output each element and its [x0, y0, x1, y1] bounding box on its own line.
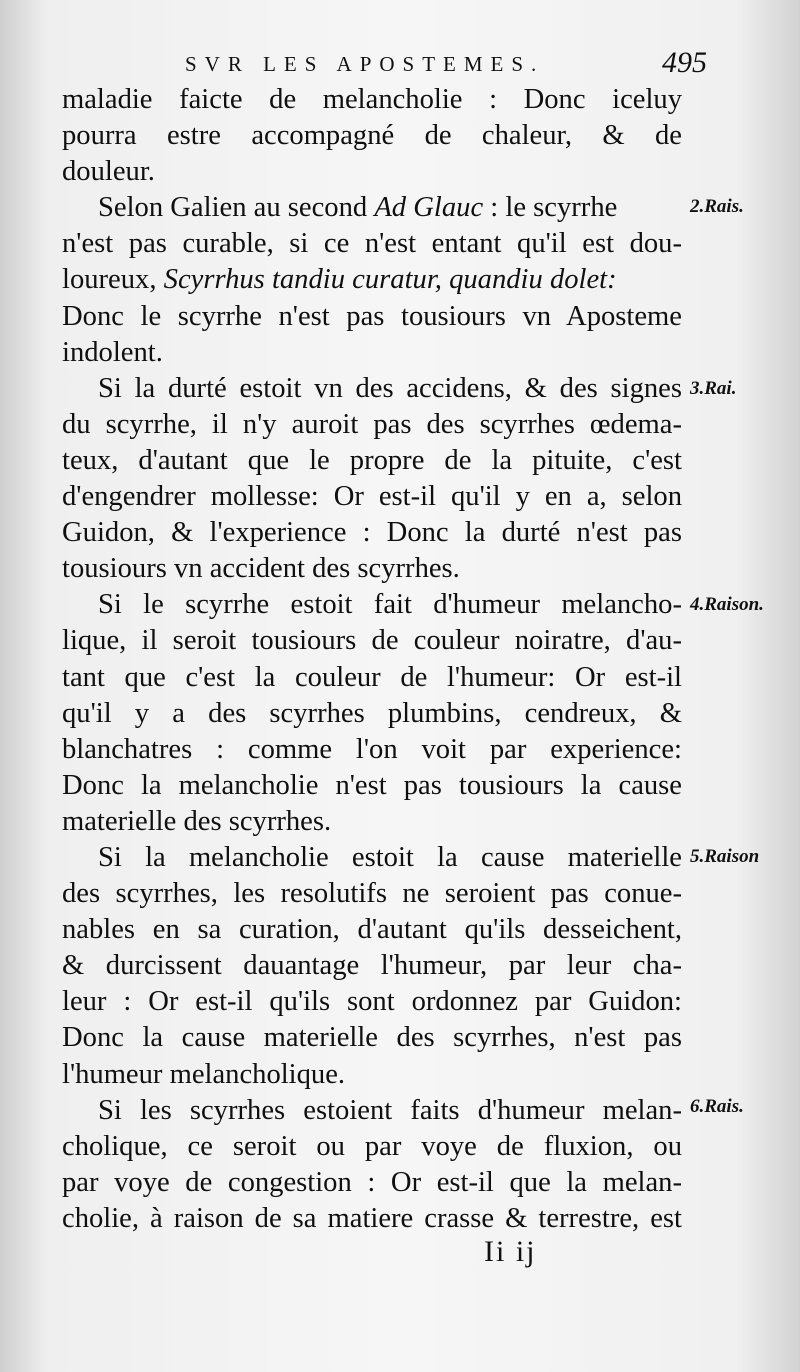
text-line: leur : Or est-il qu'ils sont ordonnez par Guidon: — [62, 986, 682, 1018]
text-line: tousiours vn accident des scyrrhes. — [62, 553, 460, 585]
text-line: indolent. — [62, 336, 163, 368]
text-line: du scyrrhe, il n'y auroit pas des scyrrhes œdema- — [62, 408, 682, 440]
text-line: Si la durté estoit vn des accidens, & des signes — [98, 372, 682, 404]
text-line: l'humeur melancholique. — [62, 1058, 346, 1090]
margin-note: 4.Raison. — [690, 594, 764, 615]
text-line: par voye de congestion : Or est-il que la melan- — [62, 1166, 682, 1198]
text-line: Donc la melancholie n'est pas tousiours la cause — [62, 769, 682, 801]
book-title: Ad Glauc — [374, 192, 484, 224]
text-line: cholique, ce seroit ou par voye de fluxion, ou — [62, 1130, 682, 1162]
text-line: Si les scyrrhes estoient faits d'humeur melan- — [98, 1094, 682, 1126]
margin-note: 2.Rais. — [690, 196, 744, 217]
text-line: lique, il seroit tousiours de couleur noiratre, d'au- — [62, 625, 682, 657]
text-line: Donc la cause materielle des scyrrhes, n'est pas — [62, 1022, 682, 1054]
text-line: d'engendrer mollesse: Or est-il qu'il y en a, selon — [62, 481, 682, 513]
body-text — [62, 82, 682, 1237]
text-line: des scyrrhes, les resolutifs ne seroient pas conue- — [62, 878, 682, 910]
text-line: pourra estre accompagné de chaleur, & de — [62, 120, 682, 152]
page-number: 495 — [662, 46, 707, 79]
text-line: & durcissent dauantage l'humeur, par leur cha- — [62, 950, 682, 982]
text-line: nables en sa curation, d'autant qu'ils desseichent, — [62, 914, 682, 946]
text-line: blanchatres : comme l'on voit par experience: — [62, 733, 682, 765]
text-segment: : le scyrrhe — [483, 192, 618, 224]
text-segment: loureux, — [62, 264, 164, 296]
text-line — [62, 262, 682, 298]
text-line: qu'il y a des scyrrhes plumbins, cendreux, & — [62, 697, 682, 729]
text-line: materielle des scyrrhes. — [62, 805, 332, 837]
text-line: douleur. — [62, 156, 155, 188]
text-line: teux, d'autant que le propre de la pituite, c'est — [62, 444, 682, 476]
margin-note: 3.Rai. — [690, 378, 737, 399]
text-line: Guidon, & l'experience : Donc la durté n'est pas — [62, 517, 682, 549]
signature-mark: Ii ij — [484, 1235, 537, 1268]
running-head: SVR LES APOSTEMES. — [185, 52, 545, 76]
text-line: cholie, à raison de sa matiere crasse & terrestre, est — [62, 1202, 682, 1234]
text-segment: Selon Galien au second — [98, 192, 375, 224]
text-line: Donc le scyrrhe n'est pas tousiours vn Aposteme — [62, 300, 682, 332]
margin-note: 5.Raison — [690, 846, 760, 867]
text-line: Si le scyrrhe estoit fait d'humeur melancho- — [98, 589, 682, 621]
text-line — [62, 190, 682, 226]
latin-quote: Scyrrhus tandiu curatur, quandiu dolet: — [163, 264, 617, 296]
text-line: maladie faicte de melancholie : Donc iceluy — [62, 84, 682, 115]
text-line: Si la melancholie estoit la cause materielle — [98, 841, 682, 873]
text-line: n'est pas curable, si ce n'est entant qu'il est dou- — [62, 228, 682, 260]
margin-note: 6.Rais. — [690, 1096, 744, 1117]
text-line: tant que c'est la couleur de l'humeur: Or est-il — [62, 661, 682, 693]
